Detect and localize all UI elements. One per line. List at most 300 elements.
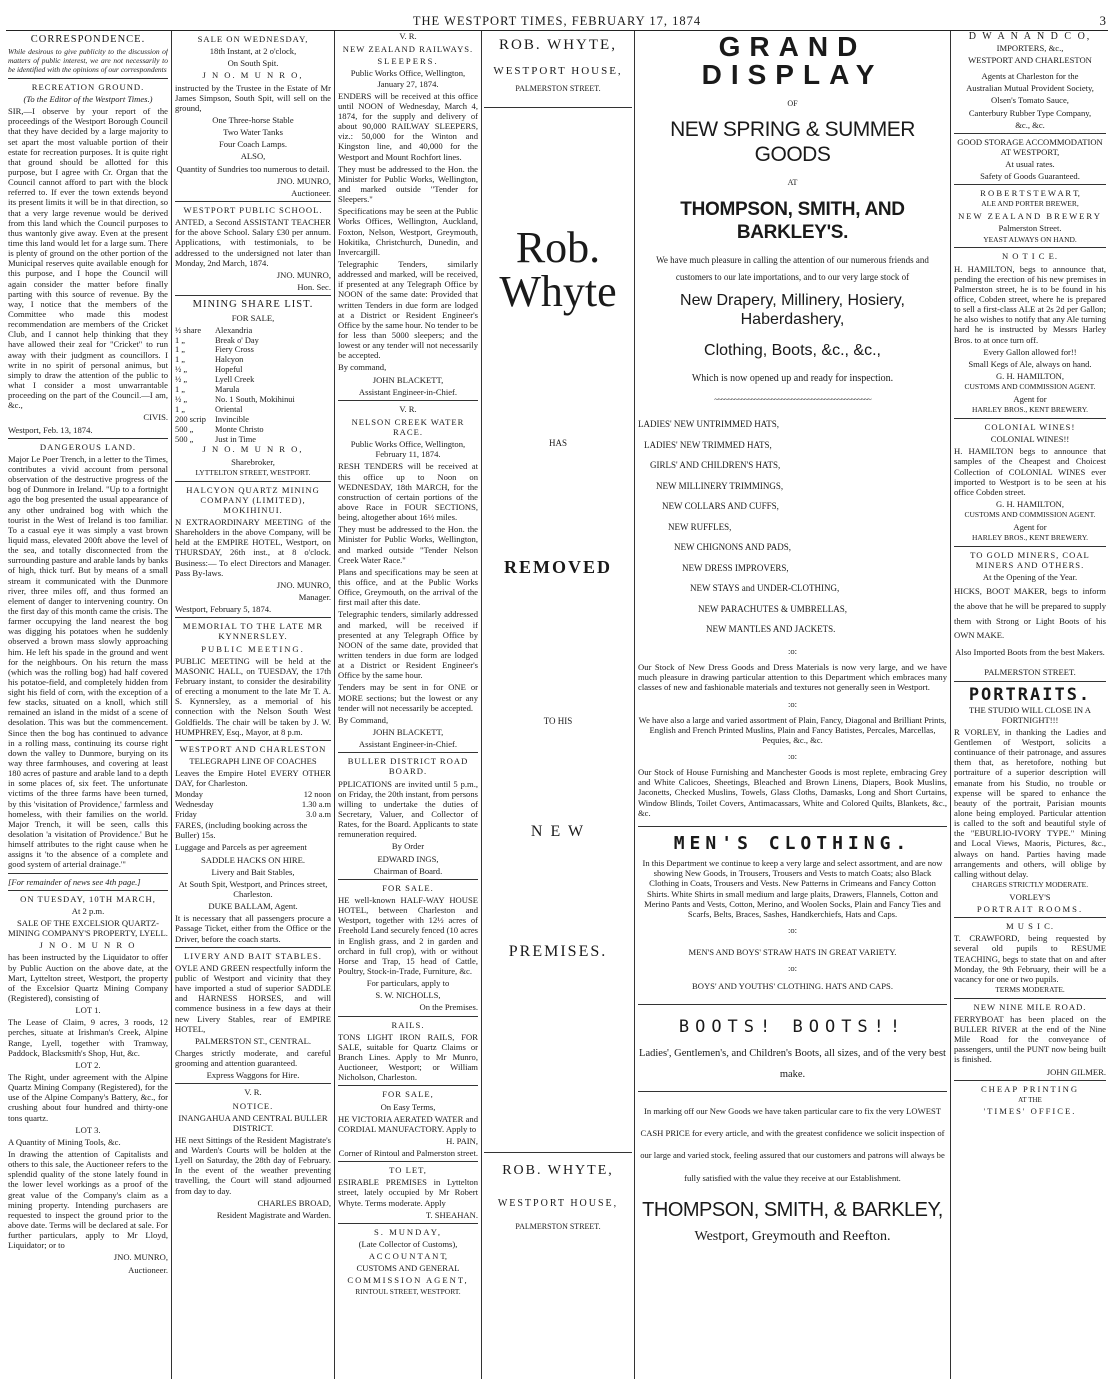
divider bbox=[175, 617, 331, 618]
column-6 bbox=[954, 31, 1106, 1379]
divider bbox=[338, 1085, 478, 1086]
livery-heading: LIVERY AND BAIT STABLES. bbox=[184, 950, 322, 961]
divider bbox=[338, 1016, 478, 1017]
divider bbox=[8, 890, 168, 891]
house-paragraph: Our Stock of House Furnishing and Manchester Goods is most replete, embracing Grey and White Calicoes, Sheetings, Bleached and Brown Linens, Diapers, Book Muslins, Jaconetts, Checked Muslins, Towels, Glass Cloths, Damasks, Long and Short Curtains, Window Blinds, Toilet Covers, Antimacassars, White and Colored Quilts, Blankets, &c., &c. bbox=[638, 767, 947, 818]
wines-harley: HARLEY BROS., KENT BREWERY. bbox=[971, 533, 1089, 543]
hamilton-signature: G. H. HAMILTON, bbox=[995, 371, 1065, 381]
coach-heading: WESTPORT AND CHARLESTON bbox=[179, 743, 327, 754]
ncw-body-4: Telegraphic tenders, similarly addressed and marked, will be received if presented at any Telegraph Office by NOON of the same date, provided that written tenders in due form are lodged at a District or Resident Engineer's Office by the same hour. bbox=[338, 609, 478, 681]
dwan-agency: Canterbury Rubber Type Company, bbox=[968, 107, 1092, 118]
sale-item: Two Water Tanks bbox=[223, 127, 283, 138]
coach-day: Friday bbox=[175, 810, 197, 820]
list-item: NEW DRESS IMPROVERS, bbox=[682, 562, 789, 573]
notice-role: Resident Magistrate and Warden. bbox=[216, 1209, 331, 1220]
separator: :o: bbox=[787, 751, 798, 762]
coach-day: Monday bbox=[175, 790, 203, 800]
sale-item: Four Coach Lamps. bbox=[218, 139, 288, 150]
list-item: NEW STAYS and UNDER-CLOTHING, bbox=[690, 583, 840, 594]
for-sale-2-body: HE VICTORIA AERATED WATER and CORDIAL MANUFACTORY. Apply to bbox=[338, 1113, 478, 1134]
divider bbox=[338, 752, 478, 753]
notice-sub: INANGAHUA AND CENTRAL BULLER DISTRICT. bbox=[178, 1112, 328, 1133]
prints-paragraph: We have also a large and varied assortment of Plain, Fancy, Diagonal and Brilliant Prints, English and French Printed Muslins, Plain and Fancy Batistes, Percales, Marcellas, Pequies, &c., &c. bbox=[638, 714, 947, 745]
nzr-body-2: They must be addressed to the Hon. the Minister for Public Works, Wellington, and marked outside "Tender for Sleepers." bbox=[338, 163, 478, 205]
auction-heading: ON TUESDAY, 10TH MARCH, bbox=[20, 893, 156, 904]
nzr-role: Assistant Engineer-in-Chief. bbox=[358, 386, 458, 397]
divider bbox=[338, 879, 478, 880]
share-name: Monte Christo bbox=[215, 424, 264, 434]
divider bbox=[954, 184, 1106, 185]
ncw-signature: JOHN BLACKETT, bbox=[372, 727, 444, 737]
munday-sub: (Late Collector of Customs), bbox=[358, 1239, 458, 1250]
nzr-body: ENDERS will be received at this office until NOON of Wednesday, March 4, 1874, for the supply and delivery of about 90,000 RAILWAY SLEEPERS, viz.: 50,000 for the Winton and Kingston line, and 40,000 for the Westport and Mount Rochfort lines. bbox=[338, 90, 478, 162]
separator: :o: bbox=[787, 645, 798, 656]
music-body: T. CRAWFORD, being requested by several old pupils to RESUME TEACHING, begs to state that on and after Monday, the 9th February, their will be a vacancy for one or two pupils. bbox=[954, 933, 1106, 984]
share-qty: 1 „ bbox=[175, 345, 185, 355]
list-item: NEW RUFFLES, bbox=[668, 521, 732, 532]
whyte-footer-name: ROB. WHYTE, bbox=[502, 1163, 614, 1179]
table-row bbox=[175, 415, 331, 425]
for-sale-signature: S. W. NICHOLLS, bbox=[375, 990, 441, 1001]
memorial-sub: PUBLIC MEETING. bbox=[201, 643, 305, 654]
lot-2-body: The Right, under agreement with the Alpine Quartz Mining Company (Registered), for the use of the Alpine Company's Battery, &c., for crushing about four hundred and thirty-one tons quartz. bbox=[8, 1071, 168, 1123]
mining-signature: J N O. M U N R O, bbox=[202, 444, 304, 455]
share-name: Halcyon bbox=[215, 355, 244, 365]
list-item: NEW MANTLES AND JACKETS. bbox=[706, 624, 836, 635]
stewart-brewery: NEW ZEALAND BREWERY bbox=[958, 211, 1102, 222]
rails-heading: RAILS. bbox=[391, 1019, 425, 1030]
lot-3-body: A Quantity of Mining Tools, &c. bbox=[8, 1136, 121, 1147]
goods-heading: NEW SPRING & SUMMER GOODS bbox=[670, 118, 915, 167]
share-name: No. 1 South, Mokihinui bbox=[215, 394, 295, 404]
gold-miners-sub: At the Opening of the Year. bbox=[982, 572, 1078, 583]
list-item: LADIES' NEW UNTRIMMED HATS, bbox=[638, 419, 779, 430]
coach-address: At South Spit, Westport, and Princes street, Charleston. bbox=[178, 878, 328, 899]
share-qty: 200 scrip bbox=[175, 414, 206, 424]
share-name: Invincible bbox=[215, 414, 249, 424]
auction-signature: JNO. MUNRO, bbox=[113, 1252, 168, 1263]
ferry-heading: NEW NINE MILE ROAD. bbox=[973, 1001, 1087, 1012]
to-let-body: ESIRABLE PREMISES in Lyttelton street, lately occupied by Mr Robert Whyte. Terms moderate. Apply bbox=[338, 1177, 478, 1208]
column-rule bbox=[481, 31, 482, 1379]
portraits-heading: PORTRAITS. bbox=[968, 684, 1092, 705]
table-row bbox=[175, 375, 331, 385]
wines-body: H. HAMILTON begs to announce that samples of the Cheapest and Choicest Collection of COLONIAL WINES ever imported to Westport is to be seen at his office Cobden street. bbox=[954, 446, 1106, 497]
column-4 bbox=[484, 31, 632, 1379]
divider bbox=[338, 1223, 478, 1224]
hamilton-notice-body: H. HAMILTON, begs to announce that, pending the erection of his new premises in Palmerston street, he is to be found in his office, Cobden street, where he is prepared to sell a first-class ALE at 2s 2d per Gallon; he also wishes to notify that any Ale turning hard he is instructed by Messrs Harley Bros. to at once turn off. bbox=[954, 263, 1106, 345]
bdr-role: Chairman of Board. bbox=[373, 865, 443, 876]
correspondence-heading: CORRESPONDENCE. bbox=[30, 34, 146, 45]
bdr-signature: EDWARD INGS, bbox=[377, 853, 439, 864]
share-qty: 1 „ bbox=[175, 335, 185, 345]
coach-hacks: SADDLE HACKS ON HIRE. bbox=[200, 854, 306, 865]
divider bbox=[954, 133, 1106, 134]
halcyon-body: N EXTRAORDINARY MEETING of the Shareholders in the above Company, will be held at the EMPIRE HOTEL, Westport, on THURSDAY, 26th inst., at 8 o'clock. Business:— To elect Directors and Manager. Pass By-laws. bbox=[175, 517, 331, 578]
bdr-by: By Order bbox=[391, 841, 425, 852]
marking-paragraph: In marking off our New Goods we have taken particular care to fix the very LOWEST CASH PRICE for every article, and with the greatest confidence we solicit inspection of our large and varied stock, feeling assured that our customers and patrons will always be fully satisfied with the value they receive at our Establishment. bbox=[640, 1105, 945, 1183]
rails-body: TONS LIGHT IRON RAILS, FOR SALE, suitable for Quartz Claims or Branch Lines. Apply to Mr Munro, Auctioneer, Westport; or William Nicholson, Charleston. bbox=[338, 1031, 478, 1083]
hamilton-harley: HARLEY BROS., KENT BREWERY. bbox=[971, 405, 1089, 415]
coach-luggage: Luggage and Parcels as per agreement bbox=[175, 842, 307, 853]
remainder-note: [For remainder of news see 4th page.] bbox=[8, 876, 141, 887]
share-name: Break o' Day bbox=[215, 335, 259, 345]
table-row bbox=[175, 326, 331, 336]
table-row bbox=[175, 790, 331, 800]
portraits-signature: VORLEY'S bbox=[1009, 891, 1051, 902]
coach-time: 1.30 a.m bbox=[301, 800, 331, 810]
memorial-body: PUBLIC MEETING will be held at the MASONIC HALL, on TUESDAY, the 17th February instant, to consider the desirability of erecting a monument to the late Mr T. A. S. Kynnersley, as a memorial of his connection with the Nelson South West Goldfields. The chair will be taken by J. W. HUMPHREY, Esq., Mayor, at 8 p.m. bbox=[175, 655, 331, 737]
divider bbox=[338, 1161, 478, 1162]
dwan-rates: At usual rates. bbox=[1005, 159, 1055, 170]
coach-time: 3.0 a.m bbox=[306, 810, 331, 820]
share-qty: ½ „ bbox=[175, 394, 188, 404]
list-item: NEW PARACHUTES & UMBRELLAS, bbox=[698, 603, 848, 614]
share-qty: ½ „ bbox=[175, 365, 188, 375]
to-let-heading: TO LET, bbox=[389, 1165, 427, 1176]
separator: :o: bbox=[787, 698, 798, 709]
coach-timetable bbox=[175, 790, 331, 820]
school-body: ANTED, a Second ASSISTANT TEACHER for the above School. Salary £30 per annum. Applications, with testimonials, to be addressed to the undersigned not later than Monday, 2nd March, 1874. bbox=[175, 217, 331, 268]
recreation-to: (To the Editor of the Westport Times.) bbox=[23, 94, 153, 105]
auction-title: SALE OF THE EXCELSIOR QUARTZ-MINING COMPANY'S PROPERTY, LYELL. bbox=[8, 918, 168, 939]
stewart-sub: ALE AND PORTER BREWER, bbox=[981, 199, 1079, 209]
sale-auctioneer: J N O. M U N R O, bbox=[202, 70, 304, 81]
whyte-to-his: TO HIS bbox=[543, 715, 573, 726]
correspondence-note: While desirous to give publicity to the discussion of matters of public interest, we are not necessarily to be identified with the opinions of our correspondents bbox=[8, 47, 168, 75]
ferry-signature: JOHN GILMER. bbox=[1046, 1066, 1106, 1077]
clothing-line: Clothing, Boots, &c., &c., bbox=[704, 342, 881, 360]
whyte-footer-house: WESTPORT HOUSE, bbox=[497, 1197, 619, 1209]
column-3 bbox=[338, 31, 478, 1379]
nzr-heading: NEW ZEALAND RAILWAYS. bbox=[342, 44, 474, 55]
coach-fares: FARES, (including booking across the Buller) 15s. bbox=[175, 820, 308, 841]
hamilton-role: CUSTOMS AND COMMISSION AGENT. bbox=[964, 382, 1096, 392]
munday-name: S. MUNDAY, bbox=[374, 1226, 442, 1237]
table-row bbox=[175, 405, 331, 415]
of-label: OF bbox=[787, 99, 798, 108]
at-label: AT bbox=[787, 177, 798, 187]
wavy-rule: ~~~~~~~~~~~~~~~~~~~~~~~~~~~~~~~~~~~~~~~~~~~~~~~ bbox=[714, 394, 871, 404]
stewart-heading: R O B E R T S T E W A R T, bbox=[980, 188, 1080, 199]
bdr-heading: BULLER DISTRICT ROAD BOARD. bbox=[347, 756, 469, 777]
column-1 bbox=[8, 31, 168, 1379]
whyte-removed: REMOVED bbox=[504, 556, 612, 577]
dwan-agency: Australian Mutual Provident Society, bbox=[966, 83, 1094, 94]
wines-agent: Agent for bbox=[1013, 521, 1047, 532]
list-item: NEW CHIGNONS AND PADS, bbox=[674, 542, 792, 553]
nzr-body-3: Specifications may be seen at the Public Works Offices, Wellington, Auckland, Foxton, Nelson, Westport, Greymouth, Hokitika, Christchurch, Dunedin, and Invercargill. bbox=[338, 206, 478, 257]
table-row bbox=[175, 345, 331, 355]
share-qty: 1 „ bbox=[175, 404, 185, 414]
royal-arms-vr: V. R. bbox=[244, 1087, 262, 1098]
table-row bbox=[175, 395, 331, 405]
to-let-signature: T. SHEAHAN. bbox=[425, 1209, 478, 1220]
for-sale-2-heading: FOR SALE, bbox=[382, 1089, 434, 1100]
divider bbox=[638, 826, 947, 827]
table-row bbox=[175, 435, 331, 445]
printing-heading: CHEAP PRINTING bbox=[980, 1083, 1080, 1094]
list-item: NEW MILLINERY TRIMMINGS, bbox=[656, 480, 784, 491]
coach-sub: TELEGRAPH LINE OF COACHES bbox=[189, 755, 317, 766]
mining-heading: MINING SHARE LIST. bbox=[192, 299, 314, 311]
wines-role: CUSTOMS AND COMMISSION AGENT. bbox=[964, 510, 1096, 520]
whyte-has: HAS bbox=[548, 438, 567, 449]
list-item: NEW COLLARS AND CUFFS, bbox=[662, 501, 779, 512]
school-signature: JNO. MUNRO, bbox=[276, 269, 331, 280]
column-rule bbox=[334, 31, 335, 1379]
ncw-role: Assistant Engineer-in-Chief. bbox=[358, 739, 458, 750]
divider bbox=[954, 681, 1106, 682]
divider bbox=[175, 201, 331, 202]
whyte-premises: PREMISES. bbox=[508, 943, 608, 961]
dwan-sub: IMPORTERS, &c., bbox=[996, 42, 1064, 53]
divider bbox=[175, 740, 331, 741]
share-qty: 500 „ bbox=[175, 424, 194, 434]
table-row bbox=[175, 810, 331, 820]
whyte-big-name: Rob. Whyte bbox=[499, 223, 617, 317]
mining-address: LYTTELTON STREET, WESTPORT. bbox=[195, 467, 311, 477]
nzr-office: Public Works Office, Wellington, January 27, 1874. bbox=[350, 68, 466, 89]
notice-body: HE next Sittings of the Resident Magistrate's and Warden's Courts will be holden at the Lyell on Saturday, the 28th day of February. In the event of the weather preventing travelling, the Court will stand adjourned from day to day. bbox=[175, 1134, 331, 1196]
recreation-signature: CIVIS. bbox=[143, 412, 168, 423]
table-row bbox=[175, 355, 331, 365]
share-name: Oriental bbox=[215, 404, 243, 414]
table-row bbox=[175, 425, 331, 435]
coach-note: It is necessary that all passengers procure a Passage Ticket, either from the Office or the Driver, before the coach starts. bbox=[175, 913, 331, 944]
livery-express: Express Waggons for Hire. bbox=[206, 1070, 300, 1081]
share-name: Fiery Cross bbox=[215, 345, 254, 355]
dangerous-land-heading: DANGEROUS LAND. bbox=[39, 441, 137, 452]
auction-body: has been instructed by the Liquidator to offer by Public Auction on the above date, at the Mart, Lyttelton street, Westport, the property of the Excelsior Quartz Mining Company (Registered), consisting of bbox=[8, 952, 168, 1003]
divider bbox=[8, 78, 168, 79]
nzr-signature: JOHN BLACKETT, bbox=[372, 374, 444, 385]
ferry-body: FERRYBOAT has been placed on the BULLER RIVER at the end of the Nine Mile Road for the conveyance of passengers, until the PUNT now being built is finished. bbox=[954, 1013, 1106, 1065]
munday-customs: CUSTOMS AND GENERAL bbox=[356, 1263, 460, 1274]
portraits-sub: THE STUDIO WILL CLOSE IN A FORTNIGHT!!! bbox=[969, 704, 1091, 725]
portraits-charges: CHARGES STRICTLY MODERATE. bbox=[971, 879, 1089, 889]
column-rule bbox=[634, 31, 635, 1379]
list-item: LADIES' NEW TRIMMED HATS, bbox=[644, 439, 772, 450]
for-sale-heading: FOR SALE. bbox=[382, 882, 434, 893]
sale-item: One Three-horse Stable bbox=[212, 114, 294, 125]
divider bbox=[484, 1152, 632, 1153]
column-2 bbox=[175, 31, 331, 1379]
mining-share-table bbox=[175, 326, 331, 445]
stewart-address: Palmerston Street. bbox=[998, 223, 1062, 234]
memorial-heading: MEMORIAL TO THE LATE MR KYNNERSLEY. bbox=[182, 621, 324, 642]
column-rule bbox=[171, 31, 172, 1379]
sale-signature: JNO. MUNRO, bbox=[276, 175, 331, 186]
whyte-footer-street: PALMERSTON STREET. bbox=[515, 1221, 601, 1231]
share-name: Alexandria bbox=[215, 325, 253, 335]
share-name: Marula bbox=[215, 385, 240, 395]
divider bbox=[638, 1004, 947, 1005]
dwan-agents: Agents at Charleston for the bbox=[981, 71, 1079, 82]
footer-places: Westport, Greymouth and Reefton. bbox=[694, 1228, 891, 1244]
mens-paragraph: In this Department we continue to keep a very large and select assortment, and are now showing New Goods, in Trousers, Trousers and Vests to match Coats; also Black Clothing in Coats, Trousers and Vests. New Patterns in Crimeans and Fancy Cotton Shirts. White Shirts in small medium and large plaits, Drawers, Flannels, Cotton and Merino Pants and Vests, Cotton, Merino, and Woolen Socks, Plain and Fancy Ties and Scarfs, Belts, Braces, Sashes, Handkerchiefs, Hats and Caps. bbox=[642, 858, 943, 919]
coach-body: Leaves the Empire Hotel EVERY OTHER DAY, for Charleston. bbox=[175, 768, 331, 789]
ncw-body-3: Plans and specifications may be seen at this office, and at the Public Works Office, Greymouth, on the arrival of the first mail after this date. bbox=[338, 566, 478, 608]
halcyon-heading: HALCYON QUARTZ MINING COMPANY (LIMITED), MOKIHINUI. bbox=[186, 484, 320, 515]
halcyon-date: Westport, February 5, 1874. bbox=[175, 604, 272, 615]
lot-1-body: The Lease of Claim, 9 acres, 3 roods, 12 perches, situate at Irishman's Creek, Alpine Range, Lyell, together with Tramway, Paddock, Blacksmith's Shop, Hut, &c. bbox=[8, 1017, 168, 1058]
share-qty: 500 „ bbox=[175, 434, 194, 444]
mens-clothing-heading: MEN'S CLOTHING. bbox=[673, 832, 912, 854]
for-sale-role: On the Premises. bbox=[419, 1002, 478, 1013]
sale-more: Quantity of Sundries too numerous to detail. bbox=[176, 163, 330, 174]
share-name: Just in Time bbox=[215, 434, 256, 444]
hamilton-kegs: Small Kegs of Ale, always on hand. bbox=[968, 358, 1092, 369]
nzr-sub: SLEEPERS. bbox=[377, 56, 439, 67]
munday-accountant: A C C O U N T A N T, bbox=[368, 1251, 448, 1262]
coach-time: 12 noon bbox=[303, 790, 331, 800]
whyte-name: ROB. WHYTE, bbox=[499, 37, 617, 53]
ncw-body-5: Tenders may be sent in for ONE or MORE sections; but the lowest or any tender will not necessarily be accepted. bbox=[338, 682, 478, 713]
divider bbox=[8, 873, 168, 874]
music-terms: TERMS MODERATE. bbox=[995, 984, 1065, 994]
column-5 bbox=[638, 31, 947, 1379]
divider bbox=[954, 247, 1106, 248]
divider bbox=[8, 438, 168, 439]
divider bbox=[338, 400, 478, 401]
masthead bbox=[6, 4, 1108, 31]
lot-3-label: LOT 3. bbox=[75, 1124, 101, 1135]
wines-heading: COLONIAL WINES! bbox=[984, 421, 1076, 432]
sale-place: On South Spit. bbox=[227, 58, 279, 69]
royal-arms-vr: V. R. bbox=[399, 31, 417, 41]
divider bbox=[954, 1080, 1106, 1081]
sale-date: 18th Instant, at 2 o'clock, bbox=[209, 46, 297, 57]
opened-line: Which is now opened up and ready for inspection. bbox=[691, 373, 894, 385]
auction-time: At 2 p.m. bbox=[71, 905, 105, 916]
for-sale-2-role: Corner of Rintoul and Palmerston street. bbox=[338, 1148, 478, 1159]
dwan-agency: &c., &c. bbox=[1015, 119, 1045, 130]
intro-text: We have much pleasure in calling the attention of our numerous friends and customers to our late importations, and to our very large stock of bbox=[656, 255, 929, 283]
whyte-house: WESTPORT HOUSE, bbox=[493, 64, 623, 77]
coach-agent: DUKE BALLAM, Agent. bbox=[208, 901, 298, 912]
divider bbox=[175, 947, 331, 948]
sale-also: ALSO, bbox=[240, 151, 266, 162]
separator: :o: bbox=[787, 924, 798, 935]
gold-miners-heading: TO GOLD MINERS, COAL MINERS AND OTHERS. bbox=[970, 549, 1090, 571]
table-row bbox=[175, 365, 331, 375]
wines-signature: G. H. HAMILTON, bbox=[995, 498, 1065, 509]
stewart-yeast: YEAST ALWAYS ON HAND. bbox=[983, 234, 1077, 244]
ncw-by: By Command, bbox=[338, 714, 389, 725]
coach-hacks-2: Livery and Bait Stables, bbox=[211, 866, 295, 877]
recreation-date: Westport, Feb. 13, 1874. bbox=[8, 424, 93, 435]
page-number: 3 bbox=[1099, 13, 1106, 28]
table-row bbox=[175, 800, 331, 810]
divider bbox=[484, 107, 632, 108]
share-qty: 1 „ bbox=[175, 385, 185, 395]
share-qty: ½ share bbox=[175, 325, 202, 335]
livery-tail: Charges strictly moderate, and careful grooming and attention guaranteed. bbox=[175, 1047, 331, 1069]
hamilton-agent: Agent for bbox=[1013, 393, 1047, 404]
ncw-heading: NELSON CREEK WATER RACE. bbox=[351, 416, 465, 438]
share-name: Lyell Creek bbox=[215, 375, 255, 385]
livery-body: OYLE AND GREEN respectfully inform the public of Westport and vicinity that they have imported a stud of superior SADDLE and HARNESS HORSES, and will commence business in a few days at their new Livery Stables, rear of EMPIRE HOTEL, bbox=[175, 962, 331, 1034]
nzr-by: By command, bbox=[338, 362, 387, 373]
music-heading: M U S I C. bbox=[1006, 921, 1054, 932]
table-row bbox=[175, 385, 331, 395]
lot-2-label: LOT 2. bbox=[75, 1059, 101, 1070]
recreation-heading: RECREATION GROUND. bbox=[31, 81, 145, 92]
dress-paragraph: Our Stock of New Dress Goods and Dress Materials is now very large, and we have much pleasure in drawing particular attention to this Department which embraces many classes of new and fashionable materials and textures not generally seen in Westport. bbox=[638, 662, 947, 693]
list-item: GIRLS' AND CHILDREN'S HATS, bbox=[650, 460, 781, 471]
share-name: Hopeful bbox=[215, 365, 243, 375]
table-row bbox=[175, 336, 331, 346]
nzr-body-4: Telegraphic Tenders, similarly addressed and marked, will be received, if presented at any Telegraph Office by NOON of the same date: Provided that written Tenders in due form are lodged at a District or Resident Engineer's Office by the same hour. No tender to be for less than 5000 sleepers; and the lowest or any tender will not necessarily be accepted. bbox=[338, 258, 478, 361]
portraits-body: R VORLEY, in thanking the Ladies and Gentlemen of Westport, solicits a continuance of their patronage, and assures them that, as heretofore, nothing but portraiture of a superior description will emanate from his Studio, no trouble or expense will be spared to enhance the beauty of the portrait, Parisian mounts alone being employed. Particular attention is called to the soft and beautiful style of the "EBURLIO-IVORY TYPE." Mining and Local Views, Maoris, Pictures, &c., always on hand. Parties having made arrangements and others, will oblige by calling without delay. bbox=[954, 726, 1106, 879]
for-sale-body: HE well-known HALF-WAY HOUSE HOTEL, between Charleston and Westport, together with 12½ acres of Freehold Land securely fenced (10 acres in English grass, and 2 in garden and orchard in full crop), with or without Horse and Trap, 15 head of Cattle, Poultry, Stock-in-Trade, Furniture, &c. bbox=[338, 894, 478, 976]
school-heading: WESTPORT PUBLIC SCHOOL. bbox=[183, 204, 323, 215]
ncw-body-2: They must be addressed to the Hon. the Minister for Public Works, Wellington, and marked outside "Tender Nelson Creek Water Race." bbox=[338, 524, 478, 565]
boots-heading: BOOTS! BOOTS!! bbox=[678, 1016, 907, 1037]
hicks-address: PALMERSTON STREET. bbox=[984, 667, 1076, 678]
firm-heading: THOMPSON, SMITH, AND BARKLEY'S. bbox=[680, 199, 905, 243]
divider bbox=[175, 481, 331, 482]
straw-hats-line: MEN'S AND BOYS' STRAW HATS IN GREAT VARIETY. bbox=[688, 947, 897, 958]
sale-body: instructed by the Trustee in the Estate of Mr James Simpson, South Spit, will sell on the ground, bbox=[175, 82, 331, 113]
munday-commission: COMMISSION AGENT, bbox=[347, 1275, 469, 1286]
munday-address: RINTOUL STREET, WESTPORT. bbox=[355, 1286, 461, 1296]
whyte-street: PALMERSTON STREET. bbox=[515, 83, 601, 93]
wines-sub: COLONIAL WINES!! bbox=[990, 434, 1070, 445]
drapery-line: New Drapery, Millinery, Hosiery, Haberdashery, bbox=[680, 292, 905, 329]
mining-role: Sharebroker, bbox=[231, 456, 275, 467]
ncw-office: Public Works Office, Wellington, February 11, 1874. bbox=[350, 439, 466, 460]
dwan-heading: D W A N A N D C O, bbox=[968, 31, 1092, 42]
notice-heading: NOTICE. bbox=[232, 1100, 274, 1111]
auction-role: Auctioneer. bbox=[128, 1264, 168, 1275]
boots-paragraph: Ladies', Gentlemen's, and Children's Boots, all sizes, and of the very best make. bbox=[639, 1047, 946, 1080]
notice-signature: CHARLES BROAD, bbox=[257, 1197, 331, 1208]
sale-role: Auctioneer. bbox=[291, 187, 331, 198]
livery-address: PALMERSTON ST., CENTRAL. bbox=[194, 1035, 312, 1046]
ncw-body: RESH TENDERS will be received at this office up to Noon on WEDNESDAY, 18th MARCH, for the construction of certain portions of the above Race in FOUR SECTIONS, being, altogether about 16½ miles. bbox=[338, 461, 478, 523]
coach-day: Wednesday bbox=[175, 800, 214, 810]
dangerous-land-article: Major Le Poer Trench, in a letter to the Times, contributes a vivid account from personal observation of the destructive progress of the bog of Dunmore in Ireland. "Up to a fortnight ago the bog presented the usual appearance of any other undrained bog with which the tourist in the West of Ireland is too familiar. To a casual eye it was simply a vast brown liquid mass, elevated 200ft above the level of the sea, and totally disconnected from the surrounding pasture and arable lands by banks of high, thick turf. But by means of a small stream it communicated with the Dunmore river, three miles off, and thus formed an element of danger to intervening country. On the first day of this month came the crisis. The farmer occupying the land nearest the bog was digging his potatoes when he suddenly observed a brown mass slowly approaching him. He left his spade in the ground and went for the neighbours. On his return the mass (which was the rolling bog) had half covered his potatoe-field, and completely hidden from sight his field of corn, with the exception of a few stacks, situated on a knoll, which still remained an island in the midst of a scene of desolation. This was but the commencement. Since then the bog has continued to advance in a rolling mass, continuing its course right down the valley to Dunmore, burying on its way three farmhouses, and covering at least 180 acres of pasture and arable land to a depth in some places of, six feet. The unfortunate victims of the three farms have been turned, by this 'visitation of Providence,' farmless and homeless, with their families on the world. Major Trench, it will be seen, calls this desolation 'a visitation of Providence.' But he himself attributes to the right cause when he assigns it 'to the absence of a complete and good system of arterial drainage.'" bbox=[8, 453, 168, 870]
hicks-also: Also Imported Boots from the best Makers. bbox=[955, 646, 1105, 657]
recreation-letter: SIR,—I observe by your report of the proceedings of the Westport Borough Council that they have decided by a large majority to set apart the most valuable portion of their estate for recreation purposes. It is quite right that ground should be allotted for this purpose, but I agree with Cr. Organ that the Council cannot afford to part with the block referred to. If ever the town extends beyond its present limits it will be in that direction, so that a very large revenue would be derived from this land which the Council purposes to thus wantonly give away. Even at the present time this land would let for a large sum. There is plenty of ground on the other portion of the Municipal reserves quite available enough for this purpose, and I hope the Council will again consider the matter before finally parting with this source of revenue. By the way, I notice that the members of the Committee who made this modest recommendation are members of the Cricket Club, and I cannot help thinking that they have allowed their zeal for "Cricket" to run away with their judgment as councillors. I write in no spirit of personal animus, but simply to draw the attention of the public to what I consider a most unwarrantable proceeding on the part of the Council.—I am, &c., bbox=[8, 106, 168, 411]
separator: :o: bbox=[787, 963, 798, 974]
divider bbox=[954, 418, 1106, 419]
dwan-agency: Olsen's Tomato Sauce, bbox=[991, 95, 1069, 106]
footer-firm: THOMPSON, SMITH, & BARKLEY, bbox=[642, 1198, 943, 1221]
divider bbox=[954, 917, 1106, 918]
portraits-rooms: PORTRAIT ROOMS. bbox=[976, 903, 1084, 914]
for-sale-2-sub: On Easy Terms, bbox=[380, 1101, 436, 1112]
share-qty: ½ „ bbox=[175, 375, 188, 385]
boys-clothing-line: BOYS' AND YOUTHS' CLOTHING. HATS AND CAPS. bbox=[692, 981, 893, 992]
halcyon-signature: JNO. MUNRO, bbox=[276, 579, 331, 590]
column-rule bbox=[950, 31, 951, 1379]
for-sale-apply: For particulars, apply to bbox=[366, 978, 450, 989]
auctioneer-name: J N O. M U N R O bbox=[39, 940, 137, 951]
printing-at: AT THE bbox=[1018, 1095, 1042, 1104]
divider bbox=[954, 998, 1106, 999]
for-sale-2-signature: H. PAIN, bbox=[446, 1135, 478, 1146]
lot-1-label: LOT 1. bbox=[75, 1005, 101, 1016]
whyte-new: N E W bbox=[530, 822, 586, 840]
goods-list bbox=[638, 414, 947, 640]
masthead-title: THE WESTPORT TIMES, FEBRUARY 17, 1874 bbox=[412, 14, 702, 28]
divider bbox=[954, 546, 1106, 547]
divider bbox=[175, 1083, 331, 1084]
dwan-storage: GOOD STORAGE ACCOMMODATION AT WESTPORT, bbox=[957, 136, 1103, 157]
